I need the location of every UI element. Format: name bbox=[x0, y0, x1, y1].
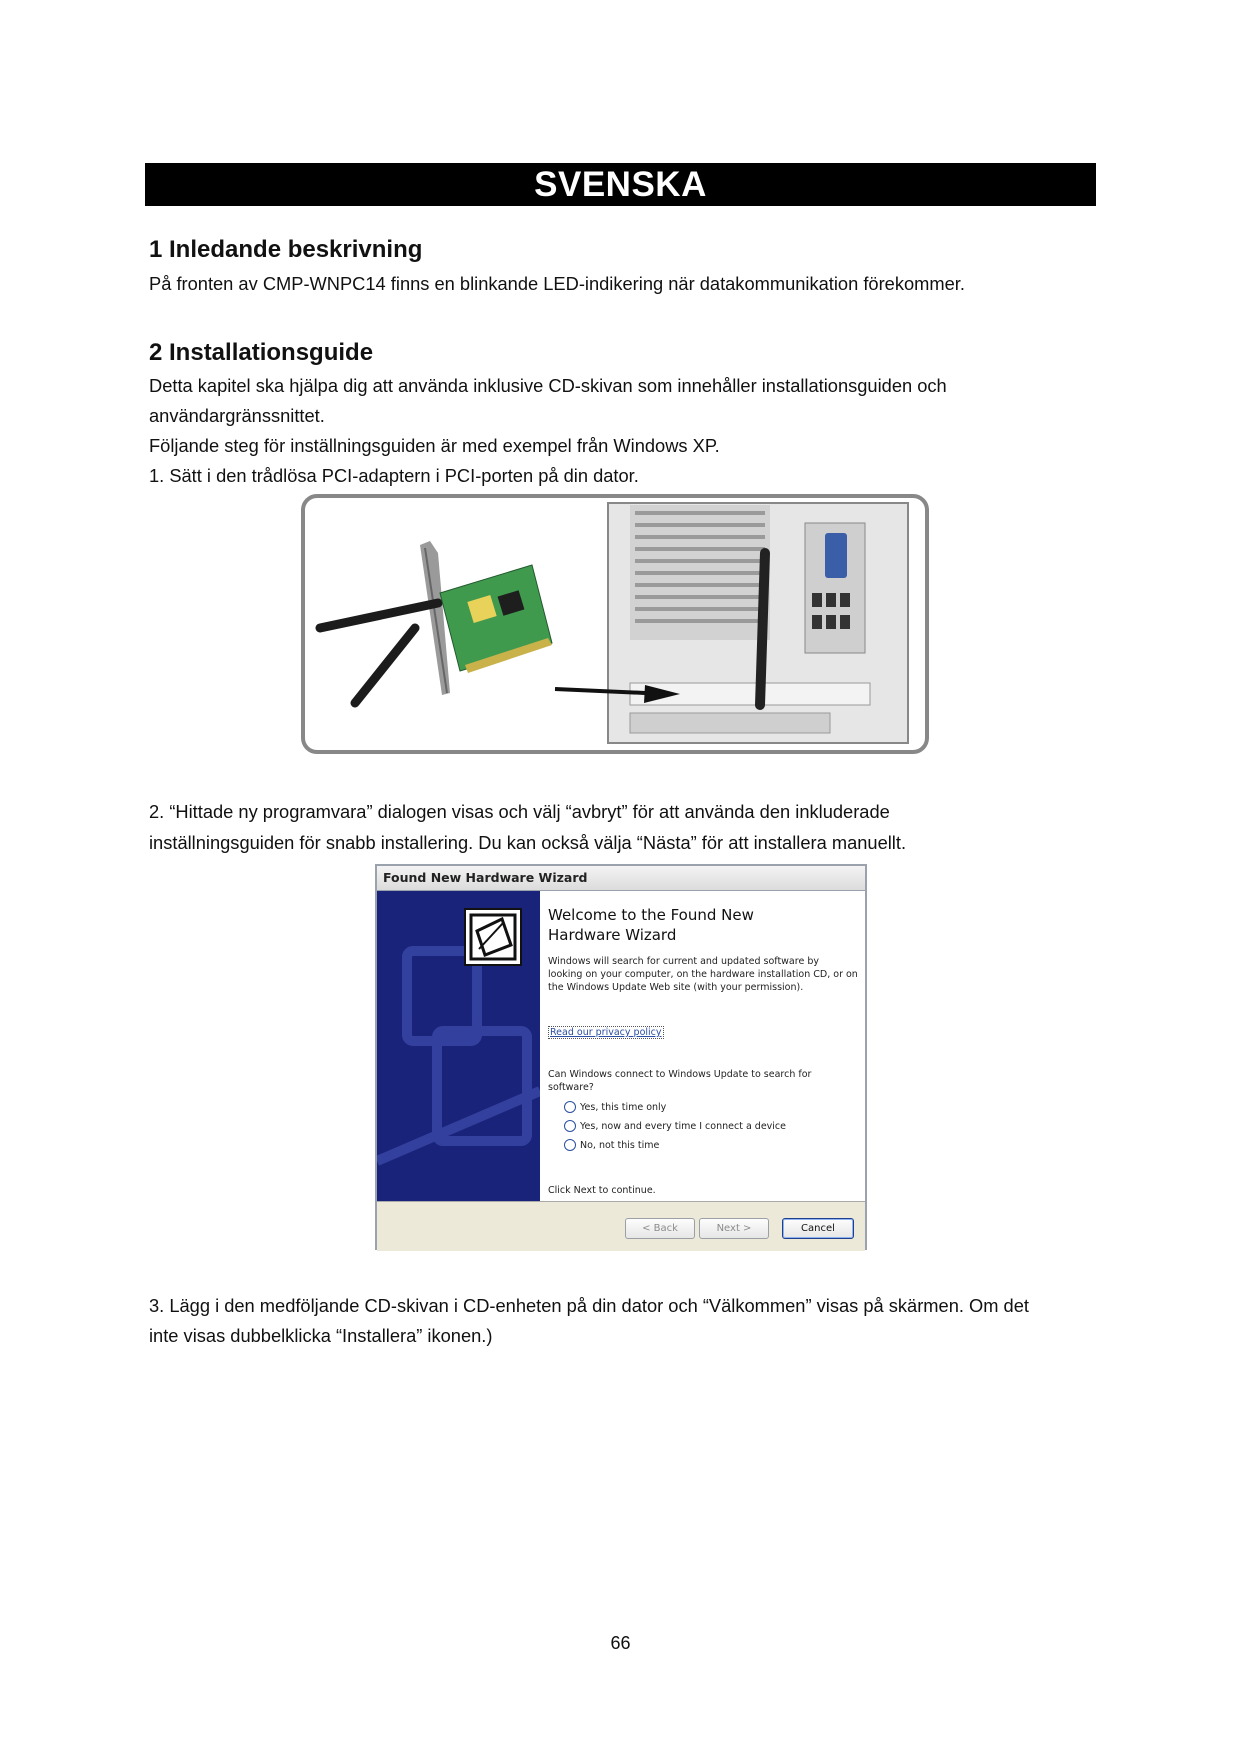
wizard-button-bar bbox=[377, 1201, 865, 1251]
wizard-desc-line-1: Windows will search for current and updated software by bbox=[548, 956, 819, 967]
wizard-description bbox=[548, 955, 858, 994]
found-new-hardware-wizard bbox=[375, 864, 867, 1250]
wizard-heading-line-2: Hardware Wizard bbox=[548, 926, 677, 944]
wizard-question-line-2: software? bbox=[548, 1082, 594, 1093]
section-2-line-1: Detta kapitel ska hjälpa dig att använda inklusive CD-skivan som innehåller installationsguiden och bbox=[149, 375, 947, 396]
step-1-text: 1. Sätt i den trådlösa PCI-adaptern i PCI-porten på din dator. bbox=[149, 465, 639, 486]
section-1-heading: 1 Inledande beskrivning bbox=[149, 236, 423, 263]
wizard-desc-line-3: the Windows Update Web site (with your permission). bbox=[548, 982, 804, 993]
radio-label: Yes, this time only bbox=[580, 1101, 667, 1113]
radio-circle-icon[interactable] bbox=[564, 1139, 576, 1151]
section-2-line-2: användargränssnittet. bbox=[149, 405, 325, 426]
radio-circle-icon[interactable] bbox=[564, 1101, 576, 1113]
step-2-line-2: inställningsguiden för snabb installering. Du kan också välja “Nästa” för att installera manuellt. bbox=[149, 832, 907, 853]
section-2-line-3: Följande steg för inställningsguiden är med exempel från Windows XP. bbox=[149, 435, 720, 456]
wizard-side-graphic bbox=[377, 891, 540, 1201]
radio-circle-icon[interactable] bbox=[564, 1120, 576, 1132]
wizard-side-banner bbox=[377, 891, 540, 1201]
radio-no-not-this-time[interactable] bbox=[564, 1139, 659, 1151]
wizard-heading bbox=[548, 905, 848, 945]
wizard-question-line-1: Can Windows connect to Windows Update to search for bbox=[548, 1069, 812, 1080]
wizard-content bbox=[548, 891, 863, 1201]
step-3-line-2: inte visas dubbelklicka “Installera” ikonen.) bbox=[149, 1325, 493, 1346]
next-button[interactable]: Next > bbox=[699, 1218, 769, 1239]
radio-label: No, not this time bbox=[580, 1139, 660, 1151]
radio-label: Yes, now and every time I connect a device bbox=[580, 1120, 786, 1132]
wizard-desc-line-2: looking on your computer, on the hardware installation CD, or on bbox=[548, 969, 858, 980]
wizard-question bbox=[548, 1068, 811, 1094]
language-banner: SVENSKA bbox=[145, 163, 1096, 206]
section-1-body: På fronten av CMP-WNPC14 finns en blinkande LED-indikering när datakommunikation förekommer. bbox=[149, 273, 965, 294]
step-2-line-1: 2. “Hittade ny programvara” dialogen visas och välj “avbryt” för att använda den inkluderade bbox=[149, 801, 890, 822]
radio-yes-this-time[interactable] bbox=[564, 1101, 666, 1113]
cancel-button[interactable]: Cancel bbox=[782, 1218, 854, 1239]
wizard-heading-line-1: Welcome to the Found New bbox=[548, 906, 754, 924]
radio-yes-every-time[interactable] bbox=[564, 1120, 786, 1132]
wizard-continue-text: Click Next to continue. bbox=[548, 1185, 656, 1196]
section-2-heading: 2 Installationsguide bbox=[149, 339, 374, 366]
wizard-title-bar: Found New Hardware Wizard bbox=[377, 866, 865, 891]
back-button[interactable]: < Back bbox=[625, 1218, 695, 1239]
page-number: 66 bbox=[610, 1633, 631, 1653]
step-3-line-1: 3. Lägg i den medföljande CD-skivan i CD-enheten på din dator och “Välkommen” visas på skärmen. Om det bbox=[149, 1295, 1029, 1316]
privacy-policy-link[interactable]: Read our privacy policy bbox=[550, 1027, 662, 1038]
pci-install-illustration bbox=[300, 493, 930, 755]
